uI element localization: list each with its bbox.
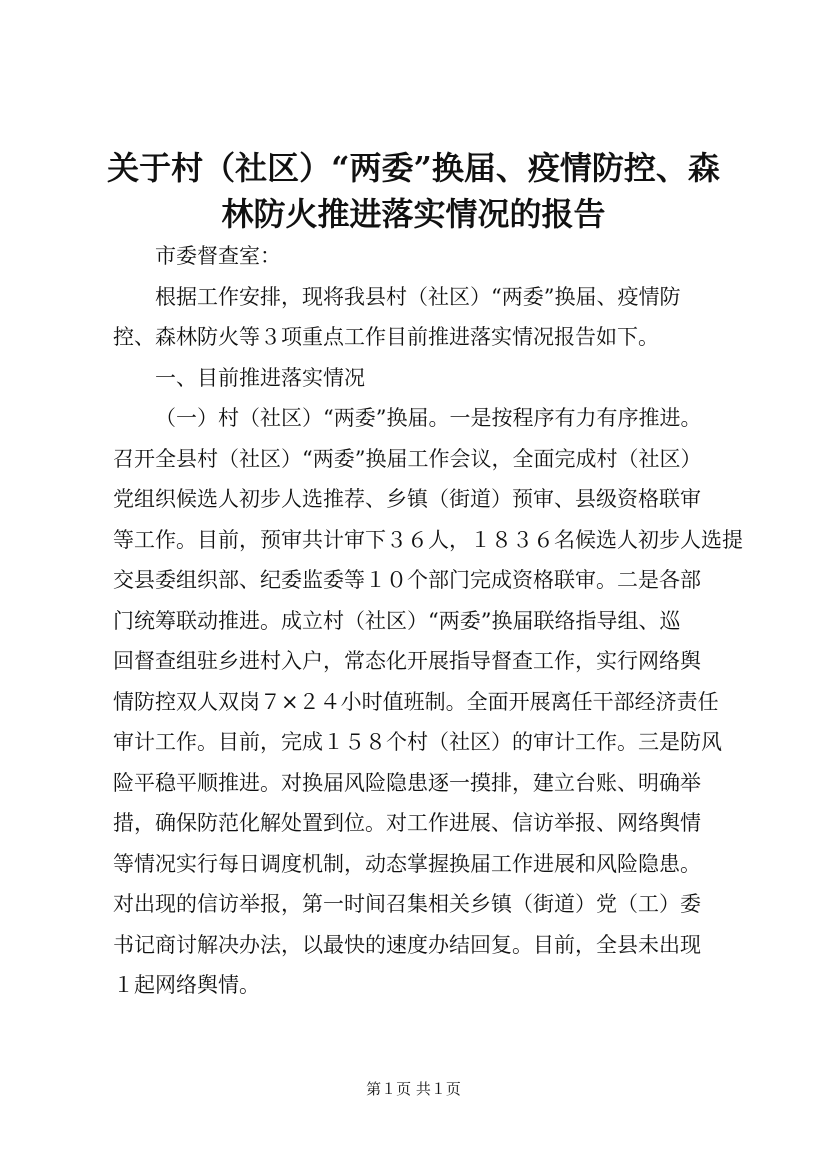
section-1-paragraph [113, 398, 743, 1006]
section-1-line: １起网络舆情。 [113, 973, 260, 997]
section-1-line: 对出现的信访举报，第一时间召集相关乡镇（街道）党（工）委 [113, 892, 701, 916]
document-body [113, 236, 743, 1006]
section-1-line: 审计工作。目前，完成１５８个村（社区）的审计工作。三是防风 [113, 730, 722, 754]
section-1-line: 门统筹联动推进。成立村（社区）“两委”换届联络指导组、巡 [113, 608, 681, 633]
intro-paragraph [113, 277, 733, 358]
section-1-line: 等情况实行每日调度机制，动态掌握换届工作进展和风险隐患。 [113, 851, 701, 876]
section-1-line: 情防控双人双岗７×２４小时值班制。全面开展离任干部经济责任 [113, 689, 719, 714]
section-1-line: 险平稳平顺推进。对换届风险隐患逐一摸排，建立台账、明确举 [113, 770, 701, 795]
page-footer: 第１页 共１页 [366, 1080, 461, 1098]
title-line-1: 关于村（社区）“两委”换届、疫情防控、森 [107, 149, 720, 187]
section-heading: 一、目前推进落实情况 [155, 365, 365, 390]
section-1-line: （一）村（社区）“两委”换届。一是按程序有力有序推进。 [155, 406, 702, 430]
document-title [100, 145, 727, 237]
section-1-line: 交县委组织部、纪委监委等１０个部门完成资格联审。二是各部 [113, 568, 701, 592]
section-1-line: 回督查组驻乡进村入户，常态化开展指导督查工作，实行网络舆 [113, 649, 701, 673]
section-1-line: 书记商讨解决办法，以最快的速度办结回复。目前，全县未出现 [113, 932, 701, 957]
intro-line-1: 根据工作安排，现将我县村（社区）“两委”换届、疫情防 [155, 284, 681, 309]
salutation: 市委督查室： [155, 244, 281, 268]
section-1-line: 党组织候选人初步人选推荐、乡镇（街道）预审、县级资格联审 [113, 487, 701, 511]
section-1-line: 召开全县村（社区）“两委”换届工作会议，全面完成村（社区） [113, 446, 702, 471]
section-1-line: 等工作。目前，预审共计审下３６人，１８３６名候选人初步人选提 [113, 527, 743, 552]
intro-line-2: 控、森林防火等３项重点工作目前推进落实情况报告如下。 [113, 325, 659, 349]
title-line-2: 林防火推进落实情况的报告 [221, 195, 606, 233]
section-1-line: 措，确保防范化解处置到位。对工作进展、信访举报、网络舆情 [113, 811, 701, 835]
